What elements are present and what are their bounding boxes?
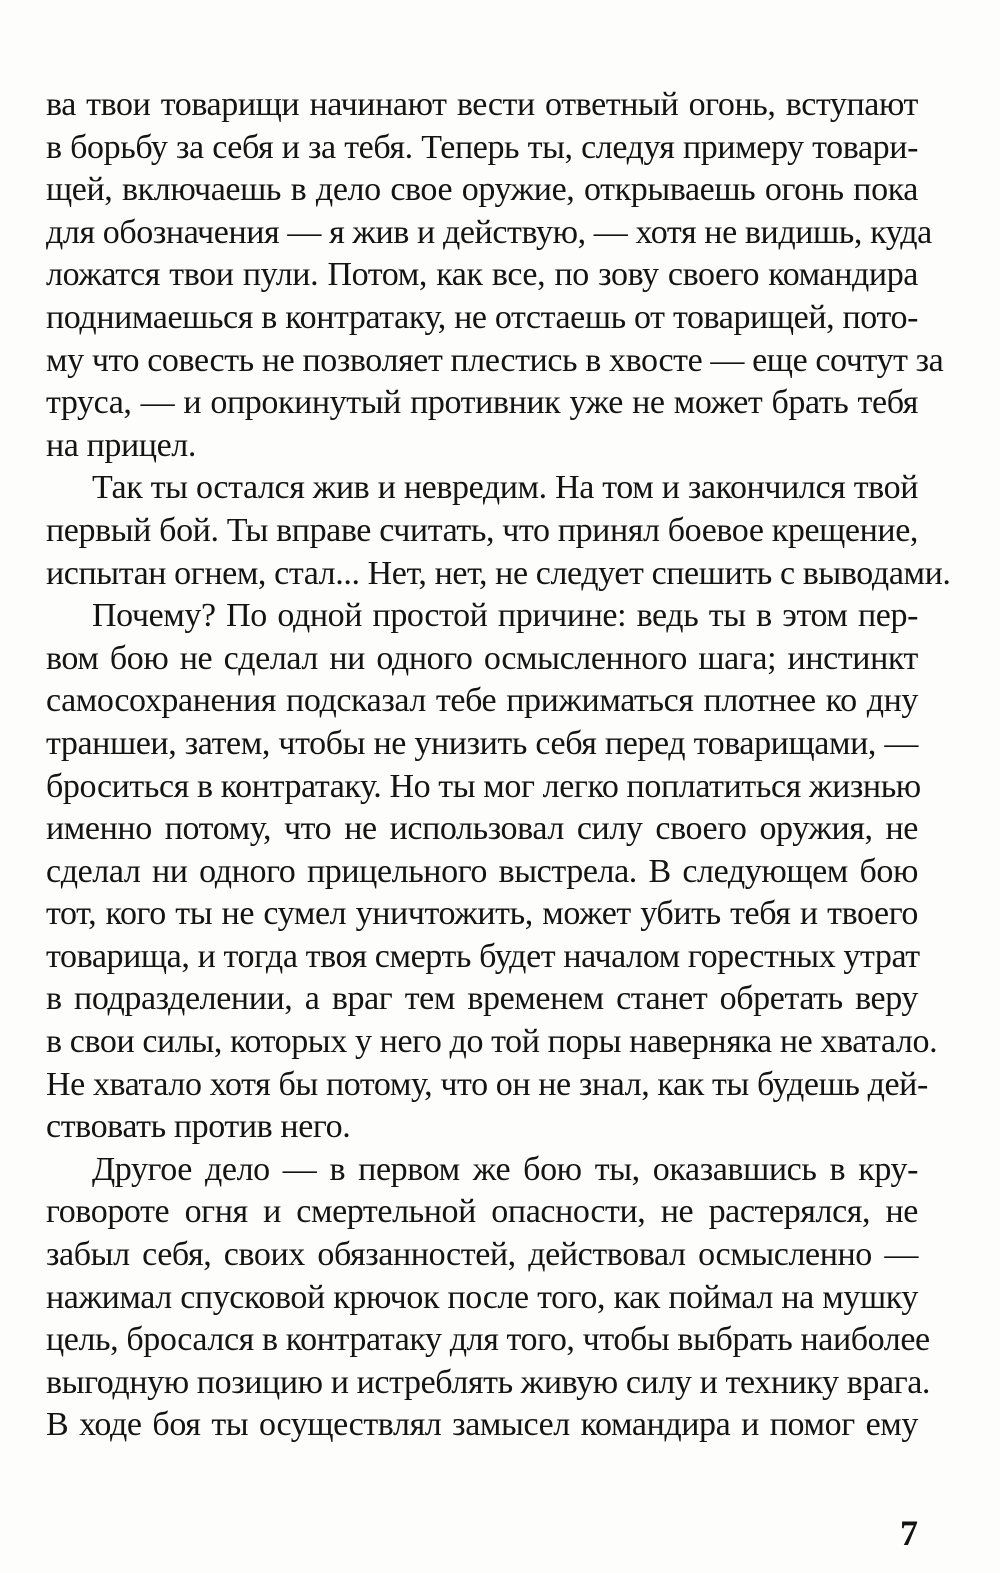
paragraph-2 (46, 467, 951, 595)
text-line: именно потому, что не использовал силу своего оружия, не (46, 810, 918, 848)
text-line: в борьбу за себя и за тебя. Теперь ты, следуя примеру товари- (46, 128, 918, 166)
text-line: говороте огня и смертельной опасности, не растерялся, не (46, 1193, 918, 1231)
text-line: сделал ни одного прицельного выстрела. В следующем бою (46, 852, 918, 890)
text-line: труса, — и опрокинутый противник уже не может брать тебя (46, 384, 918, 422)
paragraph-4 (46, 1149, 931, 1447)
text-line: ва твои товарищи начинают вести ответный огонь, вступают (46, 86, 918, 123)
text-line: самосохранения подсказал тебе прижиматься плотнее ко дну (46, 682, 918, 720)
text-line: для обозначения — я жив и действую, — хотя не видишь, куда (46, 213, 932, 251)
text-line: Почему? По одной простой причине: ведь ты в этом пер- (92, 597, 918, 635)
text-line: Другое дело — в первом же бою ты, оказавшись в кру- (92, 1150, 918, 1188)
text-line: первый бой. Ты вправе считать, что принял боевое крещение, (46, 511, 918, 549)
paragraph-1 (46, 84, 944, 467)
text-line: Не хватало хотя бы потому, что он не знал, как ты будешь дей- (46, 1065, 928, 1103)
text-line: нажимал спусковой крючок после того, как поймал на мушку (46, 1278, 918, 1316)
text-line: вом бою не сделал ни одного осмысленного шага; инстинкт (46, 639, 918, 677)
text-line: на прицел. (46, 426, 196, 464)
text-line: испытан огнем, стал... Нет, нет, не следует спешить с выводами. (46, 554, 951, 592)
text-line: му что совесть не позволяет плестись в хвосте — еще сочтут за (46, 341, 944, 379)
text-line: ложатся твои пули. Потом, как все, по зову своего командира (46, 256, 918, 294)
text-line: выгодную позицию и истреблять живую силу и технику врага. (46, 1363, 931, 1401)
text-line: товарища, и тогда твоя смерть будет началом горестных утрат (46, 937, 920, 975)
text-line: ствовать против него. (46, 1108, 351, 1146)
body-text (46, 84, 951, 1447)
text-line: поднимаешься в контратаку, не отстаешь от товарищей, пото- (46, 298, 918, 336)
text-line: траншеи, затем, чтобы не унизить себя перед товарищами, — (46, 724, 918, 762)
page-number: 7 (900, 1513, 918, 1553)
text-line: щей, включаешь в дело свое оружие, открываешь огонь пока (46, 171, 918, 209)
text-line: забыл себя, своих обязанностей, действовал осмысленно — (46, 1236, 918, 1274)
text-line: тот, кого ты не сумел уничтожить, может убить тебя и твоего (46, 895, 918, 933)
text-line: в подразделении, а враг тем временем станет обретать веру (46, 980, 918, 1018)
text-line: броситься в контратаку. Но ты мог легко поплатиться жизнью (46, 767, 921, 805)
text-line: Так ты остался жив и невредим. На том и закончился твой (92, 469, 918, 507)
text-line: В ходе боя ты осуществлял замысел командира и помог ему (46, 1406, 918, 1444)
text-line: в свои силы, которых у него до той поры наверняка не хватало. (46, 1023, 938, 1061)
paragraph-3 (46, 595, 938, 1149)
text-line: цель, бросался в контратаку для того, чтобы выбрать наиболее (46, 1321, 930, 1359)
